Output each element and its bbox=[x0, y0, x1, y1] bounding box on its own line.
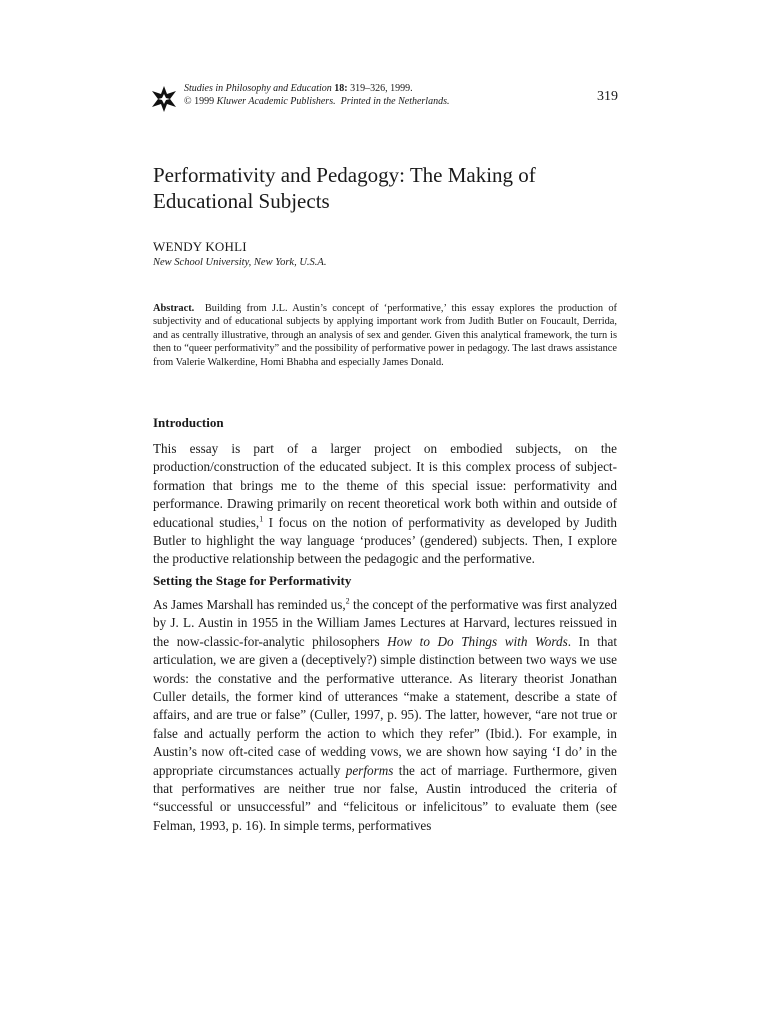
intro-text-part-2: I focus on the notion of performativity as developed by Judith Butler to highlight the way language ‘produces’ (gendered) subjects. Then, I explore the productive relationship between the pedagogic and the performative. bbox=[153, 514, 618, 567]
abstract-text: Building from J.L. Austin’s concept of ‘performative,’ this essay explores the production of subjectivity and of educational subjects by applying important work from Judith Butler on Foucault, Derrida, and as centrally illustrative, through an analysis of sex and gender. Given this analytical framework, the turn is then to “queer performativity” and the possibility of performative power in pedagogy. The last draws assistance from Valerie Walkerdine, Homi Bhabha and especially James Donald. bbox=[153, 303, 617, 368]
citation-lines bbox=[184, 82, 449, 108]
introduction-heading: Introduction bbox=[153, 415, 224, 430]
footnote-marker-2[interactable]: 2 bbox=[345, 596, 350, 606]
setting-text-part-1: As James Marshall has reminded us, bbox=[153, 597, 346, 612]
setting-text-part-4: the act of marriage. Furthermore, given that performatives are neither true nor false, Austin introduced the criteria of “successful or unsuccessful” and “felicitous or infelicitous” to evaluate them (see Felman, 1993, p. 16). In simple terms, performatives bbox=[153, 762, 617, 833]
abstract bbox=[153, 302, 617, 369]
copyright-year: 1999 bbox=[194, 96, 215, 107]
author-affiliation: New School University, New York, U.S.A. bbox=[153, 257, 327, 268]
setting-stage-paragraph bbox=[153, 596, 617, 835]
introduction-paragraph bbox=[153, 440, 617, 569]
abstract-label: Abstract. bbox=[153, 303, 195, 314]
printed-in: Printed in the Netherlands. bbox=[340, 96, 450, 107]
setting-stage-heading: Setting the Stage for Performativity bbox=[153, 573, 352, 588]
citation-line-1 bbox=[184, 82, 449, 95]
journal-name: Studies in Philosophy and Education bbox=[184, 83, 332, 94]
journal-pages-year: 319–326, 1999. bbox=[350, 83, 413, 94]
journal-volume: 18: bbox=[334, 83, 348, 94]
publisher-name: Kluwer Academic Publishers. bbox=[216, 96, 336, 107]
author-name: WENDY KOHLI bbox=[153, 239, 247, 254]
book-title: How to Do Things with Words bbox=[387, 633, 568, 649]
intro-text-part-1: This essay is part of a larger project on embodied subjects, on the production/construction of the educated subject. It is this complex process of subject-formation that brings me to the theme of this special issue: performativity and performance. Drawing primarily on recent theoretical work both within and outside of educational studies, bbox=[153, 441, 617, 530]
copyright-symbol: © bbox=[184, 96, 192, 107]
citation-line-2 bbox=[184, 95, 449, 108]
article-title: Performativity and Pedagogy: The Making of Educational Subjects bbox=[153, 163, 536, 213]
page-number: 319 bbox=[597, 89, 618, 104]
footnote-marker-1[interactable]: 1 bbox=[259, 514, 264, 524]
setting-text-part-2: the concept of the performative was first analyzed by J. L. Austin in 1955 in the William James Lectures at Harvard, lectures reissued in the now-classic-for-analytic philosophers bbox=[153, 597, 617, 649]
setting-text-part-3: . In that articulation, we are given a (deceptively?) simple distinction between two ways we use words: the constative and the performative utterance. As literary theorist Jonathan Culler details, the former kind of utterances “make a statement, describe a state of affairs, and are true or false” (Culler, 1997, p. 95). The latter, however, “are not true or false and actually perform the action to which they refer” (Ibid.). For example, in Austin’s now oft-cited case of wedding vows, we are shown how saying ‘I do’ in the appropriate circumstances actually bbox=[153, 633, 617, 778]
emphasis-performs: performs bbox=[345, 762, 394, 778]
kluwer-star-logo-icon bbox=[150, 85, 178, 113]
